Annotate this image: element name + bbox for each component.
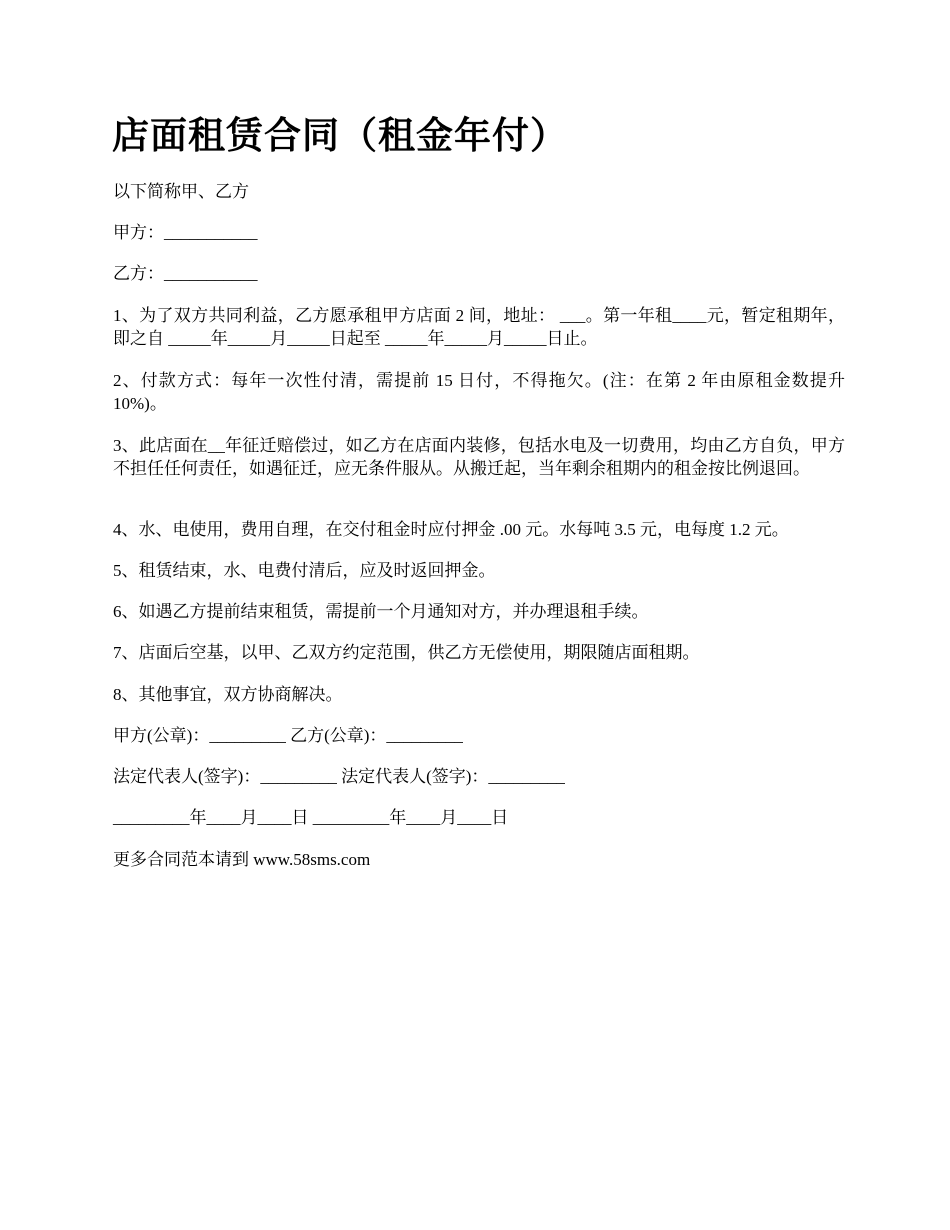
date-line: _________年____月____日 _________年____月____日: [113, 808, 509, 827]
party-a-line: 甲方：___________: [113, 223, 258, 242]
clause-5: 5、租赁结束，水、电费付清后，应及时返回押金。: [113, 561, 496, 580]
document-title: 店面租赁合同（租金年付）: [112, 116, 568, 157]
clause-6: 6、如遇乙方提前结束租赁，需提前一个月通知对方，并办理退租手续。: [113, 602, 649, 621]
clause-7: 7、店面后空基，以甲、乙双方约定范围，供乙方无偿使用，期限随店面租期。: [113, 643, 700, 662]
party-b-line: 乙方：___________: [113, 264, 258, 283]
clause-4: 4、水、电使用，费用自理，在交付租金时应付押金 .00 元。水每吨 3.5 元，电每度 1.2 元。: [113, 520, 789, 539]
clause-8: 8、其他事宜，双方协商解决。: [113, 685, 343, 704]
footer-note: 更多合同范本请到 www.58sms.com: [113, 850, 371, 869]
clause-3: 3、此店面在__年征迁赔偿过，如乙方在店面内装修，包括水电及一切费用，均由乙方自负，甲方不担任任何责任，如遇征迁，应无条件服从。从搬迁起，当年剩余租期内的租金按比例退回。: [113, 436, 845, 478]
intro-line: 以下简称甲、乙方: [113, 182, 249, 201]
clause-2: 2、付款方式：每年一次性付清，需提前 15 日付，不得拖欠。(注：在第 2 年由原租金数提升 10%)。: [113, 371, 845, 413]
clause-1: 1、为了双方共同利益，乙方愿承租甲方店面 2 间，地址： ___。第一年租____元，暂定租期年，即之自 _____年_____月_____日起至 _____年_____月_____日止。: [113, 306, 845, 348]
signature-line: 法定代表人(签字)：_________ 法定代表人(签字)：_________: [113, 767, 565, 786]
seal-line: 甲方(公章)：_________ 乙方(公章)：_________: [113, 726, 463, 745]
